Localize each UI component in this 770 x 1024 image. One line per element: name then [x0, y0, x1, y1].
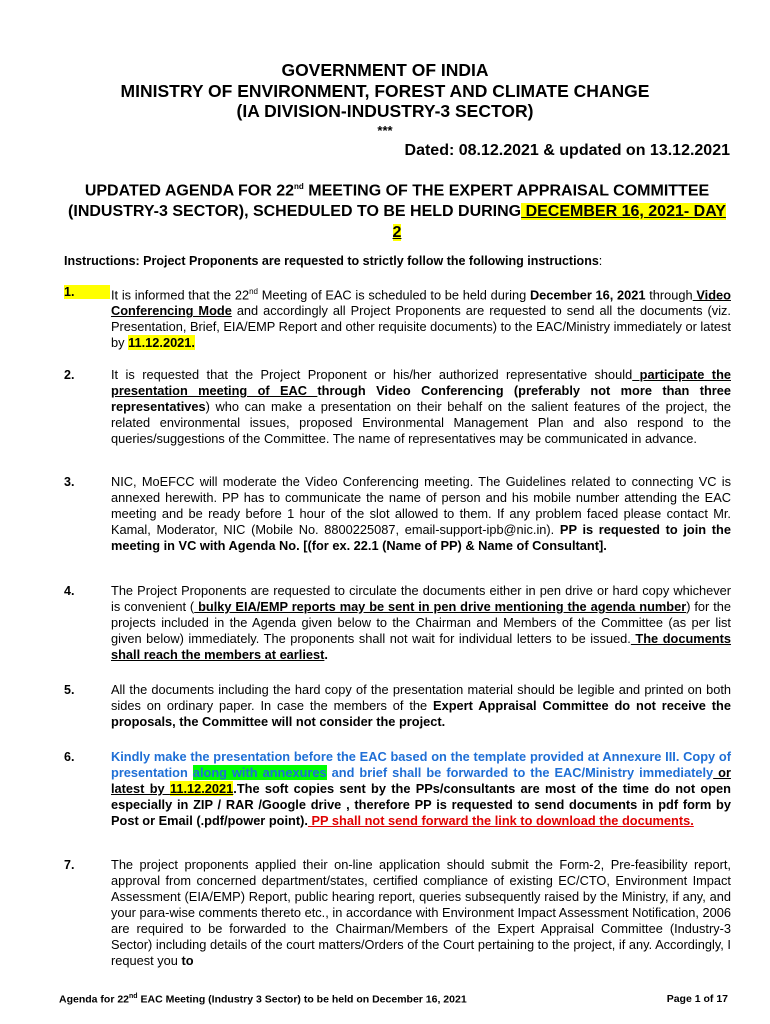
- title-text-2: MEETING OF THE EXPERT APPRAISAL COMMITTEE (INDUSTRY-3 SECTOR), SCHEDULED TO BE HELD DURING: [68, 182, 710, 221]
- title-date-highlight: DECEMBER 16, 2021- DAY 2: [392, 203, 726, 242]
- page-number: Page 1 of 17: [666, 993, 728, 1005]
- item-6-g: PP shall not send forward the link to download the documents.: [307, 813, 694, 828]
- item-6-text: [111, 749, 731, 829]
- item-1-text: [111, 284, 731, 351]
- item-3-a: NIC, MoEFCC will moderate the Video Conferencing meeting. The Guidelines related to connecting VC is annexed herewith. PP has to communicate the name of person and his mobile number attending the EAC meeting and be ready before 1 hour of the slot allowed to them. If any problem faced please contact Mr. Kamal, Moderator, NIC (Mobile No. 8800225087, email-support-ipb@nic.in).: [111, 474, 731, 537]
- item-7-a: The project proponents applied their on-line application should submit the Form-2, Pre-feasibility report, approval from concerned department/states, certified compliance of existing EC/CTO, Environment Impact Assessment (EIA/EMP) Report, public hearing report, queries subsequently raised by the Ministry, if any, and your para-wise comments thereto etc., in accordance with Environment Impact Assessment Notification, 2006 are required to be forwarded to the Chairman/Members of the Expert Appraisal Committee (Industry-3 Sector) including details of the court matters/Orders of the Court pertaining to the project, if any. Accordingly, I request you: [111, 857, 731, 968]
- item-1-date: December 16, 2021: [529, 287, 646, 303]
- item-1-f: and accordingly all Project Proponents are requested to send all the documents (viz. Presentation, Brief, EIA/EMP Report and other requisite documents) to the EAC/Ministry immediately or latest by: [111, 303, 731, 351]
- item-5-number: 5.: [64, 683, 75, 697]
- header-ministry: MINISTRY OF ENVIRONMENT, FOREST AND CLIMATE CHANGE: [120, 81, 650, 101]
- item-7-b: to: [181, 953, 194, 968]
- item-6-deadline: 11.12.2021: [169, 781, 234, 796]
- footer-sup: nd: [129, 993, 138, 1000]
- item-4-d: The documents shall reach the members at earliest: [111, 631, 732, 662]
- item-2-a: It is requested that the Project Proponent or his/her authorized representative should: [111, 367, 633, 382]
- item-4-text: [111, 583, 731, 663]
- header-stars: ***: [377, 123, 393, 138]
- item-1-b: Meeting of EAC is scheduled to be held during: [258, 287, 530, 303]
- title-text-1: UPDATED AGENDA FOR 22: [84, 182, 295, 200]
- item-4-e: .: [324, 647, 328, 662]
- item-3-number: 3.: [64, 475, 75, 489]
- item-4-b: bulky EIA/EMP reports may be sent in pen drive mentioning the agenda number: [194, 599, 687, 614]
- item-6-c: and brief shall be forwarded to the EAC/Ministry immediately: [326, 765, 714, 780]
- item-1-deadline: 11.12.2021.: [128, 335, 195, 351]
- footer-text-2: EAC Meeting (Industry 3 Sector) to be held on December 16, 2021: [137, 993, 467, 1006]
- document-title: [62, 176, 732, 243]
- header-government: GOVERNMENT OF INDIA: [281, 60, 489, 80]
- instructions-heading: [64, 254, 602, 268]
- item-2-number: 2.: [64, 368, 75, 382]
- item-1-a: It is informed that the 22: [111, 287, 250, 303]
- title-sup: nd: [294, 182, 304, 191]
- item-1-d: through: [645, 287, 693, 303]
- item-2-b: participate the presentation meeting of EAC: [111, 367, 731, 398]
- item-1-vc-mode: Video Conferencing Mode: [111, 287, 731, 319]
- item-7-number: 7.: [64, 858, 75, 872]
- item-6-number: 6.: [64, 750, 75, 764]
- item-2-d: ) who can make a presentation on their behalf on the salient features of the project, the related environmental issues, proposed Environmental Management Plan and also respond to the queries/suggestions of the Committee. The name of representatives may be communicated in advance.: [111, 399, 731, 446]
- item-7-text: [111, 857, 731, 969]
- item-6-annexures: along with annexures: [192, 765, 327, 780]
- dated-line: Dated: 08.12.2021 & updated on 13.12.2021: [404, 142, 730, 159]
- instructions-label: Instructions: Project Proponents are requested to strictly follow the following instructions: [64, 254, 599, 268]
- item-4-c: ) for the projects included in the Agenda given below to the Chairman and Members of the Committee (as per list given below) immediately. The proponents shall not wait for individual letters to be issued.: [111, 599, 731, 646]
- item-6-a: Kindly make the presentation before the EAC based on the template provided at Annexure III. Copy of presentation: [111, 749, 731, 780]
- instructions-colon: :: [598, 254, 603, 268]
- item-2-text: [111, 367, 731, 447]
- item-5-b: Expert Appraisal Committee do not receive the proposals, the Committee will not consider the project.: [111, 698, 731, 729]
- item-4-number: 4.: [64, 584, 75, 598]
- item-1-number: 1.: [64, 285, 110, 299]
- item-1-sup: nd: [249, 287, 258, 296]
- item-2-c: through Video Conferencing (preferably not more than three representatives: [111, 383, 731, 414]
- item-6-f: .The soft copies sent by the PPs/consultants are most of the time do not open especially in ZIP / RAR /Google drive , therefore PP is requested to send documents in pdf form by Post or Email (.pdf/power point).: [111, 781, 731, 828]
- item-4-a: The Project Proponents are requested to circulate the documents either in pen drive or hard copy whichever is convenient (: [111, 583, 731, 614]
- item-5-a: All the documents including the hard copy of the presentation material should be legible and printed on both sides on ordinary paper. In case the members of the: [111, 682, 731, 713]
- item-3-text: [111, 474, 731, 554]
- footer-agenda: [59, 993, 467, 1006]
- item-3-b: PP is requested to join the meeting in VC with Agenda No. [(for ex. 22.1 (Name of PP) & Name of Consultant].: [111, 522, 731, 553]
- footer-text-1: Agenda for 22: [59, 993, 130, 1006]
- header-division: (IA DIVISION-INDUSTRY-3 SECTOR): [236, 101, 534, 121]
- item-5-text: [111, 682, 731, 730]
- item-6-d: or latest by: [111, 765, 731, 796]
